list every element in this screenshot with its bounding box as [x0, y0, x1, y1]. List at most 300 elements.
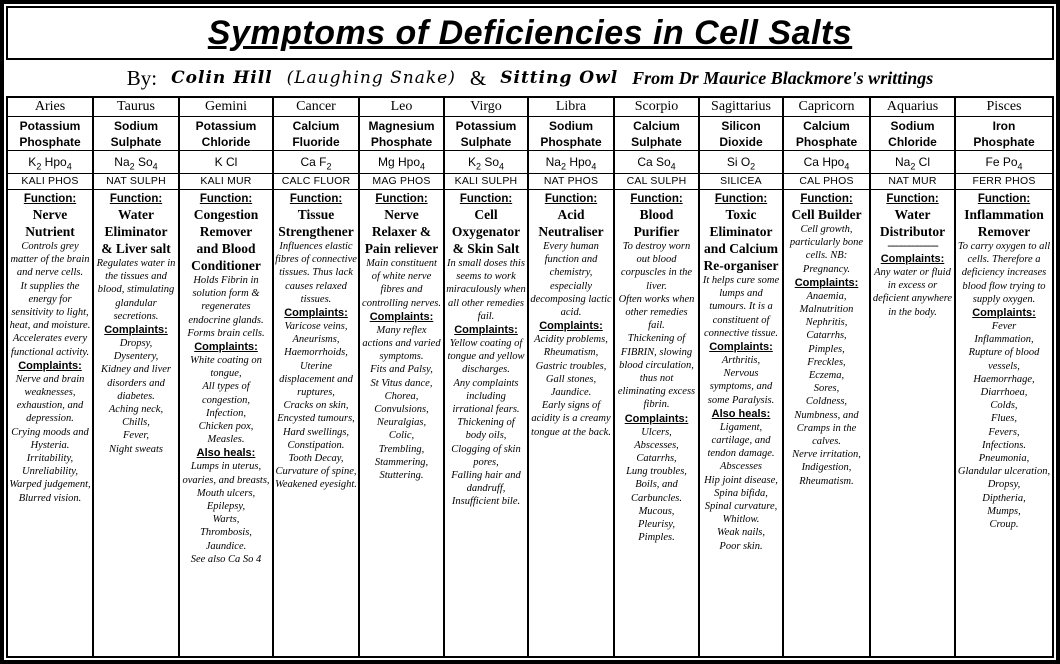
salt-abbreviation: NAT MUR — [871, 174, 954, 190]
also-heals-text: Weak nails, — [716, 527, 766, 539]
complaints-text: Ulcers, — [641, 426, 672, 438]
complaints-text: Catarrhs, — [806, 330, 847, 342]
formula-subscript: 2 — [750, 161, 756, 172]
salt-name-line: Potassium — [195, 119, 257, 133]
complaints-text: Acidity problems, — [534, 334, 608, 346]
complaints-text: Fever, — [123, 430, 149, 442]
complaints-label: Complaints: — [972, 307, 1036, 320]
function-name — [616, 206, 697, 240]
description-text: In small doses this seems to work miraculously when all other remedies fail. — [446, 258, 526, 322]
function-name-line: Re-organiser — [703, 258, 779, 273]
complaints-text: Hard swellings, — [282, 426, 350, 438]
chemical-formula — [615, 151, 698, 174]
function-name — [530, 206, 612, 240]
complaints-text: Catarrhs, — [636, 453, 677, 465]
description-text: Controls grey matter of the brain and nerve cells. — [10, 241, 90, 279]
formula-part: Na — [894, 155, 911, 169]
column-libra — [529, 98, 615, 656]
formula-subscript: 4 — [420, 161, 426, 172]
column-body — [784, 190, 869, 656]
column-cancer — [274, 98, 360, 656]
formula-part: Ca F — [300, 155, 327, 169]
chart-sheet — [4, 4, 1056, 660]
also-heals-text: Lumps in uterus, ovaries, and breasts, — [182, 461, 270, 486]
column-pisces — [956, 98, 1052, 656]
complaints-text: Any complaints including irrational fears. — [452, 377, 520, 416]
function-label: Function: — [630, 193, 683, 205]
complaints-text: Dropsy, — [987, 479, 1021, 491]
function-name — [785, 206, 868, 223]
complaints-text: Blurred vision. — [18, 492, 82, 504]
description-text: Accelerates every functional activity. — [10, 333, 90, 358]
also-heals-text: Ligament, cartilage, and tendon damage. — [707, 421, 775, 460]
description-text: To destroy worn out blood corpuscles in the liver. — [620, 241, 693, 292]
also-heals-text: Poor skin. — [719, 540, 763, 552]
also-heals-label: Also heals: — [196, 447, 256, 460]
function-label: Function: — [23, 193, 77, 205]
function-name-line: Neutraliser — [538, 224, 604, 239]
complaints-text: Falling hair and dandruff, — [451, 470, 521, 495]
salt-abbreviation: FERR PHOS — [956, 174, 1052, 190]
complaints-text: Insufficient bile. — [451, 496, 521, 508]
salt-name — [445, 117, 527, 151]
complaints-text: Nephritis, — [805, 317, 848, 329]
description-text: It supplies the energy for sensitivity to light, heat, and moisture. — [9, 280, 91, 332]
function-name-line: Water — [894, 207, 931, 222]
function-name-line: Nerve — [384, 207, 419, 222]
column-body — [445, 190, 527, 656]
formula-subscript: 4 — [844, 161, 850, 172]
column-body — [871, 190, 954, 656]
also-heals-label: Also heals: — [711, 407, 771, 420]
function-label: Function: — [289, 193, 343, 205]
function-name-line: Nutrient — [25, 224, 75, 239]
chemical-formula — [94, 151, 178, 174]
also-heals-text: See also Ca So 4 — [190, 553, 262, 565]
complaints-text: Croup. — [989, 519, 1019, 531]
complaints-text: Fits and Palsy, — [370, 364, 433, 376]
complaints-text: Kidney and liver disorders and diabetes. — [101, 364, 171, 402]
salt-name-line: Phosphate — [19, 135, 81, 149]
salt-name-line: Sulphate — [631, 135, 682, 149]
salt-abbreviation: CAL PHOS — [784, 174, 869, 190]
description-text: Influences elastic fibres of connective tissues. Thus lack causes relaxed tissues. — [275, 241, 357, 305]
complaints-label: Complaints: — [880, 253, 945, 265]
function-name — [181, 206, 271, 274]
function-label: Function: — [714, 193, 768, 205]
complaints-text: Lung troubles, — [626, 466, 687, 478]
byline-author2: Sitting Owl — [500, 68, 619, 88]
divider-line: ------------------- — [887, 240, 938, 252]
salt-name-line: Phosphate — [540, 135, 602, 149]
formula-subscript: 2 — [475, 161, 481, 172]
function-label: Function: — [800, 193, 853, 205]
complaints-text: Eczema, — [808, 370, 845, 382]
salt-name — [274, 117, 358, 151]
column-body — [180, 190, 272, 656]
chemical-formula — [956, 151, 1052, 174]
salt-name-line: Calcium — [633, 119, 680, 133]
column-aquarius — [871, 98, 956, 656]
formula-part: So — [134, 155, 153, 169]
function-name-line: Acid — [557, 207, 585, 222]
complaints-text: Rupture of blood vessels, — [968, 347, 1040, 372]
salt-name-line: Sulphate — [460, 135, 512, 149]
complaints-text: Fevers, — [988, 426, 1020, 438]
formula-part: So — [481, 155, 500, 169]
function-name-line: Blood — [639, 207, 674, 222]
description-text: Cell growth, particularly bone cells. NB: Pregnancy. — [789, 224, 864, 275]
salt-name-line: Potassium — [455, 119, 517, 133]
complaints-text: Indigestion, — [801, 462, 852, 474]
complaints-label: Complaints: — [454, 324, 518, 337]
sign-label: Scorpio — [615, 98, 698, 117]
complaints-text: Colds, — [990, 400, 1018, 412]
salt-name-line: Potassium — [19, 119, 81, 133]
column-body — [529, 190, 613, 656]
function-label: Function: — [375, 193, 428, 205]
complaints-text: Nervous symptoms, and some Paralysis. — [707, 368, 775, 406]
formula-part: Hpo — [565, 155, 592, 169]
complaints-label: Complaints: — [539, 320, 603, 333]
salt-abbreviation: CAL SULPH — [615, 174, 698, 190]
function-name-line: Remover — [977, 224, 1031, 239]
sign-label: Virgo — [445, 98, 527, 117]
salt-name-line: Fluoride — [292, 135, 340, 149]
complaints-text: Infection, — [206, 407, 246, 419]
function-name-line: and Calcium — [704, 241, 778, 256]
function-name-line: Remover — [199, 224, 253, 239]
function-name-line: Nerve — [32, 207, 68, 222]
byline-author1-alias: (Laughing Snake) — [286, 68, 456, 88]
sign-label: Taurus — [94, 98, 178, 117]
complaints-text: Chorea, — [384, 390, 419, 402]
complaints-text: Pimples. — [638, 532, 675, 544]
formula-subscript: 4 — [66, 161, 72, 172]
description-text: Main constituent of white nerve fibres and controlling nerves. — [362, 258, 441, 309]
complaints-text: Constipation. — [287, 439, 345, 451]
formula-subscript: 4 — [591, 161, 597, 172]
function-name-line: Eliminator — [709, 224, 773, 239]
complaints-text: Dysentery, — [113, 351, 159, 363]
complaints-text: Night sweats — [109, 443, 163, 455]
salt-name-line: Sodium — [114, 119, 158, 133]
salt-abbreviation: KALI SULPH — [445, 174, 527, 190]
chemical-formula — [871, 151, 954, 174]
column-gemini — [180, 98, 274, 656]
complaints-label: Complaints: — [18, 359, 82, 372]
salt-abbreviation: NAT SULPH — [94, 174, 178, 190]
formula-part: K — [28, 155, 37, 169]
function-name-line: Relaxer & — [371, 224, 432, 239]
formula-part: K Cl — [214, 155, 238, 169]
salt-name — [871, 117, 954, 151]
salt-name-line: Sodium — [890, 119, 935, 133]
complaints-text: Inflammation, — [974, 334, 1034, 346]
column-aries — [8, 98, 94, 656]
function-name-line: Purifier — [633, 224, 680, 239]
function-label: Function: — [199, 193, 253, 205]
function-name — [361, 206, 442, 257]
salt-name — [956, 117, 1052, 151]
also-heals-text: Jaundice. — [205, 540, 247, 552]
complaints-text: Glandular ulceration, — [957, 466, 1051, 478]
complaints-text: Early signs of acidity is a creamy tongue at the back. — [531, 400, 611, 438]
sign-label: Capricorn — [784, 98, 869, 117]
complaints-text: Fever — [991, 321, 1017, 333]
sign-label: Aries — [8, 98, 92, 117]
salt-name — [700, 117, 782, 151]
function-name — [957, 206, 1051, 240]
also-heals-text: Hip joint disease, — [704, 474, 778, 486]
complaints-text: Varicose veins, — [284, 321, 348, 333]
function-name-line: Tissue — [297, 207, 335, 222]
complaints-text: Neuralgias, — [376, 417, 427, 429]
complaints-text: Flues, — [991, 413, 1017, 425]
formula-part: Na — [114, 155, 130, 169]
byline-by: By: — [126, 65, 158, 90]
also-heals-text: Spinal curvature, — [704, 501, 778, 513]
complaints-text: Mucous, — [638, 505, 675, 517]
also-heals-text: Epilepsy, — [206, 501, 246, 513]
function-label: Function: — [886, 193, 939, 205]
column-body — [8, 190, 92, 656]
salt-name-line: Phosphate — [370, 135, 433, 149]
formula-subscript: 4 — [670, 161, 676, 172]
also-heals-text: Mouth ulcers, — [196, 487, 256, 499]
chemical-formula — [8, 151, 92, 174]
formula-part: Na — [545, 155, 561, 169]
salt-name-line: Silicon — [721, 119, 761, 133]
function-name — [872, 206, 953, 240]
complaints-text: Diptheria, — [982, 492, 1026, 504]
salt-name — [615, 117, 698, 151]
complaints-text: Chicken pox, — [198, 421, 254, 433]
column-scorpio — [615, 98, 700, 656]
complaints-text: Pneumonia, — [978, 453, 1030, 465]
formula-subscript: 4 — [1017, 161, 1023, 172]
column-taurus — [94, 98, 180, 656]
salt-name — [94, 117, 178, 151]
complaints-text: Weakened eyesight. — [275, 479, 357, 491]
complaints-text: Coldness, — [805, 396, 848, 408]
complaints-text: Boils, and Carbuncles. — [630, 479, 683, 504]
formula-part: Hpo — [41, 155, 67, 169]
function-name — [446, 206, 526, 257]
function-label: Function: — [109, 193, 163, 205]
complaints-text: Aneurisms, — [292, 334, 340, 346]
complaints-text: Freckles, — [807, 356, 846, 368]
salt-name-line: Chloride — [201, 135, 251, 149]
function-name — [701, 206, 781, 274]
complaints-text: Uterine displacement and ruptures, — [279, 360, 353, 399]
function-name-line: Water — [118, 207, 154, 222]
complaints-label: Complaints: — [709, 341, 773, 354]
salt-abbreviation: NAT PHOS — [529, 174, 613, 190]
also-heals-text: Whitlow. — [722, 514, 760, 526]
complaints-text: Malnutrition — [799, 304, 854, 316]
byline-author1: Colin Hill — [171, 68, 273, 88]
complaints-text: Nerve irritation, — [792, 449, 861, 461]
complaints-text: Colic, — [388, 430, 415, 442]
sign-label: Sagittarius — [700, 98, 782, 117]
complaints-text: Abscesses, — [634, 439, 679, 451]
chemical-formula — [445, 151, 527, 174]
function-name-line: & Liver salt — [101, 241, 171, 256]
function-name-line: Eliminator — [104, 224, 168, 239]
salt-name — [180, 117, 272, 151]
title-box — [6, 6, 1054, 60]
complaints-text: Stammering, — [374, 456, 429, 468]
column-sagittarius — [700, 98, 784, 656]
salt-name-line: Chloride — [888, 135, 937, 149]
complaints-text: Warped judgement, — [9, 479, 91, 491]
salt-abbreviation: SILICEA — [700, 174, 782, 190]
column-leo — [360, 98, 445, 656]
sign-label: Aquarius — [871, 98, 954, 117]
salt-abbreviation: KALI MUR — [180, 174, 272, 190]
complaints-text: Pleurisy, — [637, 519, 676, 531]
complaints-label: Complaints: — [104, 324, 168, 337]
complaints-text: Haemorrhage, — [973, 373, 1035, 385]
salt-name-line: Sulphate — [110, 135, 162, 149]
description-text: Holds Fibrin in solution form & regenerates endocrine glands. Forms brain cells. — [187, 275, 265, 339]
complaints-text: Convulsions, — [374, 404, 429, 416]
complaints-text: Yellow coating of tongue and yellow discharges. — [447, 338, 525, 376]
chemical-formula — [529, 151, 613, 174]
formula-part: Fe Po — [985, 155, 1018, 169]
complaints-text: All types of congestion, — [201, 381, 251, 406]
salt-abbreviation: CALC FLUOR — [274, 174, 358, 190]
complaints-text: Many reflex actions and varied symptoms. — [362, 324, 441, 363]
complaints-text: Chills, — [122, 417, 150, 429]
complaints-label: Complaints: — [624, 412, 689, 425]
function-name-line: Cell Builder — [791, 207, 862, 222]
complaints-text: Gall stones, — [545, 373, 597, 385]
column-body — [360, 190, 443, 656]
also-heals-text: Warts, — [212, 514, 240, 526]
description-text: It helps cure some lumps and tumours. It is a constituent of connective tissue. — [702, 275, 780, 339]
description-text: Often works when other remedies fail. — [618, 293, 695, 332]
complaints-text: Jaundice. — [550, 387, 592, 399]
function-name — [9, 206, 91, 240]
complaints-text: Irritability, Unreliability, — [22, 453, 78, 478]
complaints-text: Haemorrhoids, — [284, 347, 348, 359]
function-name-line: Strengthener — [278, 224, 354, 239]
function-name-line: Congestion — [193, 207, 259, 222]
function-name — [275, 206, 357, 240]
byline-source: From Dr Maurice Blackmore's writtings — [632, 67, 934, 88]
salt-abbreviation: MAG PHOS — [360, 174, 443, 190]
column-capricorn — [784, 98, 871, 656]
complaints-text: Aching neck, — [108, 404, 164, 416]
complaints-text: Trembling, — [378, 443, 425, 455]
sign-label: Gemini — [180, 98, 272, 117]
sign-label: Libra — [529, 98, 613, 117]
salt-name-line: Sodium — [549, 119, 593, 133]
salt-name — [529, 117, 613, 151]
also-heals-text: Abscesses — [720, 461, 762, 473]
complaints-label: Complaints: — [369, 310, 434, 323]
complaints-text: Rheumatism. — [799, 475, 854, 487]
formula-subscript: 2 — [560, 161, 566, 172]
also-heals-text: Spina bifida, — [714, 487, 768, 499]
complaints-text: Mumps, — [987, 505, 1021, 517]
formula-part: Mg Hpo — [377, 155, 420, 169]
complaints-text: Encysted tumours, — [277, 413, 355, 425]
function-name-line: and Blood — [196, 241, 256, 256]
complaints-text: Gastric troubles, — [535, 360, 607, 372]
complaints-text: Sores, — [813, 383, 840, 395]
also-heals-text: Thrombosis, — [200, 527, 252, 539]
salt-name-line: Calcium — [803, 119, 850, 133]
complaints-text: Measles. — [207, 434, 245, 446]
column-virgo — [445, 98, 529, 656]
salt-name-line: Iron — [992, 119, 1016, 133]
complaints-text: Crying moods and Hysteria. — [11, 426, 89, 451]
formula-subscript: 2 — [129, 161, 135, 172]
description-text: Every human function and chemistry, especially decomposing lactic acid. — [530, 241, 612, 319]
salt-name-line: Calcium — [292, 119, 340, 133]
function-name-line: Cell — [474, 207, 498, 222]
complaints-text: Thickening of body oils, — [457, 417, 515, 442]
salt-name-line: Dioxide — [719, 135, 763, 149]
function-name-line: Conditioner — [191, 258, 261, 273]
page-title: Symptoms of Deficiencies in Cell Salts — [207, 13, 853, 52]
chemical-formula — [360, 151, 443, 174]
function-label: Function: — [977, 193, 1031, 205]
formula-subscript: 2 — [36, 161, 42, 172]
formula-part: Cl — [915, 155, 931, 169]
function-label: Function: — [459, 193, 513, 205]
formula-part: Si O — [726, 155, 751, 169]
complaints-text: Stuttering. — [379, 470, 424, 482]
function-name-line: Distributor — [879, 224, 946, 239]
description-text: Regulates water in the tissues and blood, stimulating glandular secretions. — [96, 258, 176, 322]
complaints-label: Complaints: — [284, 307, 348, 320]
sign-label: Pisces — [956, 98, 1052, 117]
function-name-line: Oxygenator — [451, 224, 521, 239]
complaints-text: Pimples, — [808, 343, 845, 355]
formula-subscript: 4 — [152, 161, 158, 172]
chemical-formula — [784, 151, 869, 174]
complaints-text: Dropsy, — [119, 338, 153, 350]
salt-name-line: Phosphate — [973, 135, 1035, 149]
function-label: Function: — [544, 193, 598, 205]
chemical-formula — [180, 151, 272, 174]
complaints-text: Arthritis, — [721, 355, 761, 367]
complaints-text: Numbness, and Cramps in the calves. — [794, 409, 859, 448]
function-name-line: Pain reliever — [364, 241, 439, 256]
complaints-text: Curvature of spine, — [275, 466, 357, 478]
function-name — [95, 206, 177, 257]
complaints-text: Diarrhoea, — [980, 387, 1028, 399]
function-name-line: Inflammation — [964, 207, 1044, 222]
formula-part: Ca So — [637, 155, 671, 169]
function-name-line: & Skin Salt — [452, 241, 520, 256]
formula-subscript: 2 — [326, 161, 332, 172]
complaints-text: Clogging of skin pores, — [451, 443, 521, 468]
complaints-text: Rheumatism, — [543, 347, 599, 359]
complaints-text: Tooth Decay, — [288, 453, 344, 465]
cell-salts-table — [6, 96, 1054, 658]
formula-part: Ca Hpo — [803, 155, 845, 169]
column-body — [274, 190, 358, 656]
formula-subscript: 4 — [499, 161, 505, 172]
chemical-formula — [700, 151, 782, 174]
column-body — [700, 190, 782, 656]
complaints-text: Anaemia, — [806, 290, 847, 302]
